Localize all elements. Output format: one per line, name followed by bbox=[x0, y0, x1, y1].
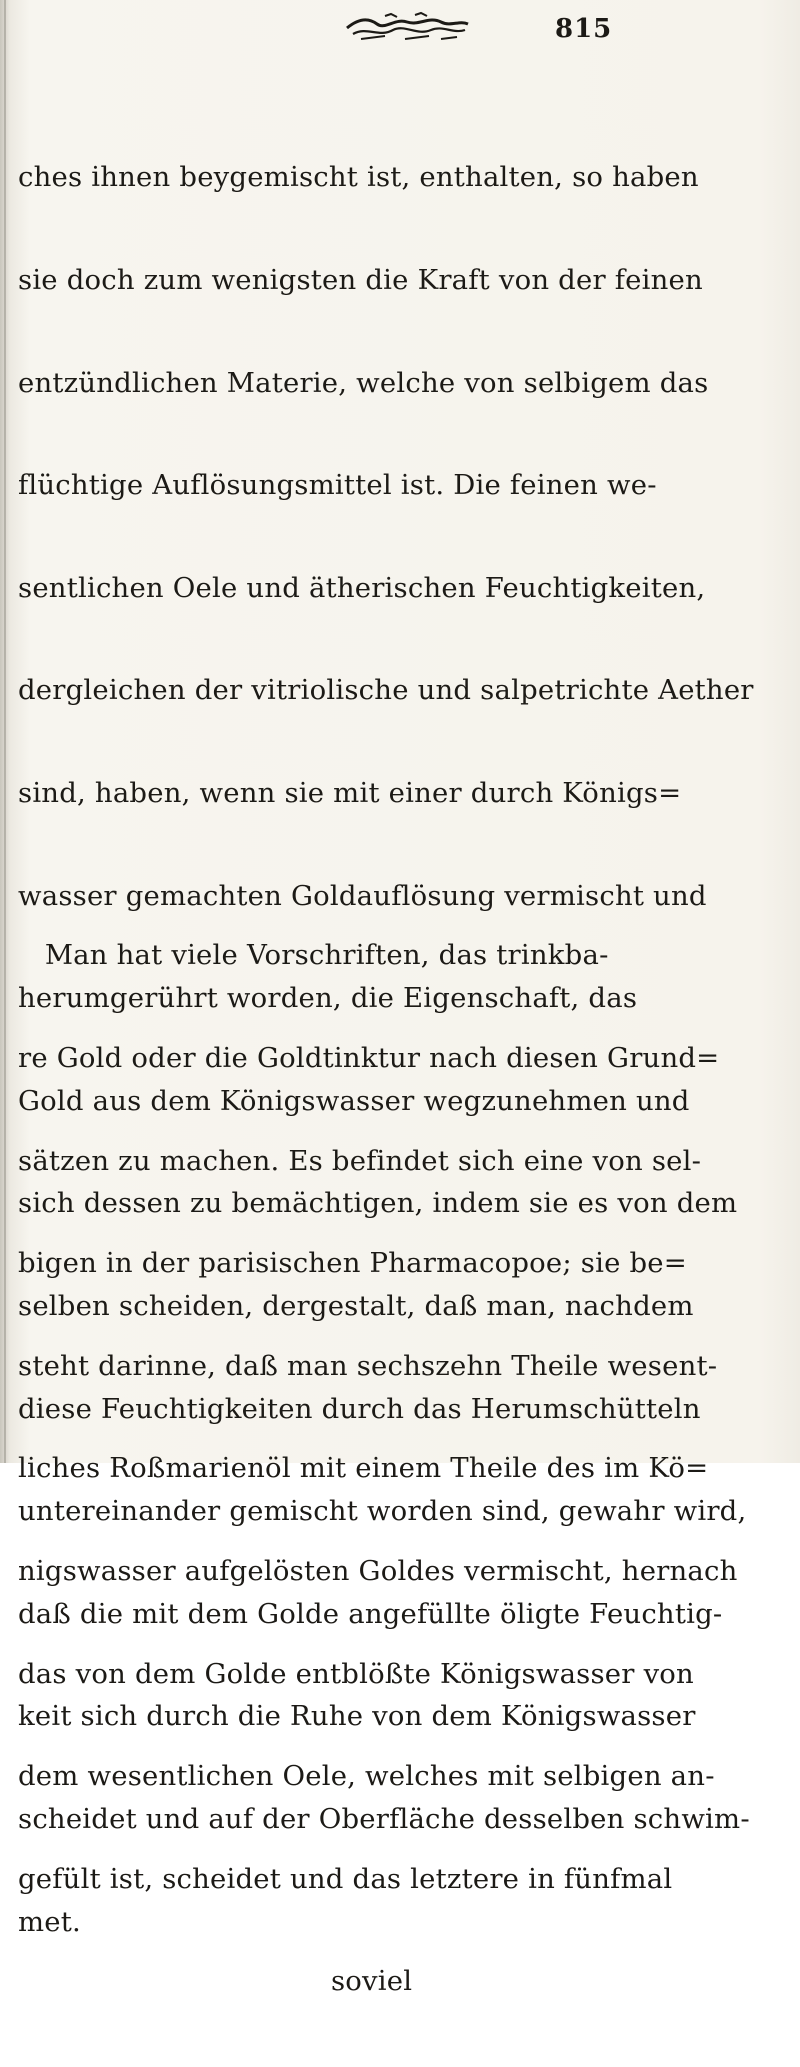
text-line: ches ihnen beygemischt ist, enthalten, so haben bbox=[18, 161, 699, 194]
text-line: entzündlichen Materie, welche von selbigem das bbox=[18, 366, 709, 399]
paragraph-2 bbox=[18, 870, 738, 2067]
text-line: sentlichen Oele und ätherischen Feuchtigkeiten, bbox=[18, 571, 706, 604]
text-line: keit sich durch die Ruhe von dem Königswasser bbox=[18, 1700, 696, 1733]
text-line: scheidet und auf der Oberfläche desselben schwim- bbox=[18, 1802, 750, 1835]
text-line: liches Roßmarienöl mit einem Theile des im Kö= bbox=[18, 1452, 709, 1485]
text-line: Gold aus dem Königswasser wegzunehmen und bbox=[18, 1084, 690, 1117]
text-line: re Gold oder die Goldtinktur nach diesen Grund= bbox=[18, 1042, 720, 1074]
text-line: gefült ist, scheidet und das letztere in fünfmal bbox=[18, 1862, 673, 1895]
text-line: met. bbox=[18, 1905, 81, 1938]
text-line: daß die mit dem Golde angefüllte öligte Feuchtig- bbox=[18, 1597, 723, 1630]
text-line: diese Feuchtigkeiten durch das Herumschütteln bbox=[18, 1392, 701, 1425]
text-line: wasser gemachten Goldauflösung vermischt und bbox=[18, 879, 707, 912]
text-line: selben scheiden, dergestalt, daß man, nachdem bbox=[18, 1289, 694, 1322]
text-line: sich dessen zu bemächtigen, indem sie es von dem bbox=[18, 1187, 738, 1220]
text-line: sätzen zu machen. Es befindet sich eine von sel- bbox=[18, 1144, 702, 1177]
text-line: sind, haben, wenn sie mit einer durch Königs= bbox=[18, 776, 682, 809]
text-line: dem wesentlichen Oele, welches mit selbigen an- bbox=[18, 1760, 715, 1793]
ornament-icon bbox=[345, 12, 470, 42]
text-line: untereinander gemischt worden sind, gewahr wird, bbox=[18, 1495, 747, 1528]
catchword: soviel bbox=[18, 1965, 413, 1998]
text-line: steht darinne, daß man sechszehn Theile wesent- bbox=[18, 1349, 718, 1382]
page-number: 815 bbox=[555, 14, 613, 44]
text-line: herumgerührt worden, die Eigenschaft, das bbox=[18, 982, 638, 1015]
text-line: sie doch zum wenigsten die Kraft von der feinen bbox=[18, 264, 703, 296]
text-line: bigen in der parisischen Pharmacopoe; sie be= bbox=[18, 1247, 688, 1280]
gutter-shadow bbox=[4, 0, 6, 1463]
text-line: dergleichen der vitriolische und salpetrichte Aether bbox=[18, 674, 754, 707]
text-line: das von dem Golde entblößte Königswasser von bbox=[18, 1657, 694, 1690]
text-line: flüchtige Auflösungsmittel ist. Die feinen we- bbox=[18, 469, 657, 502]
text-line: Man hat viele Vorschriften, das trinkba- bbox=[18, 939, 609, 972]
text-line: nigswasser aufgelösten Goldes vermischt, hernach bbox=[18, 1554, 738, 1587]
